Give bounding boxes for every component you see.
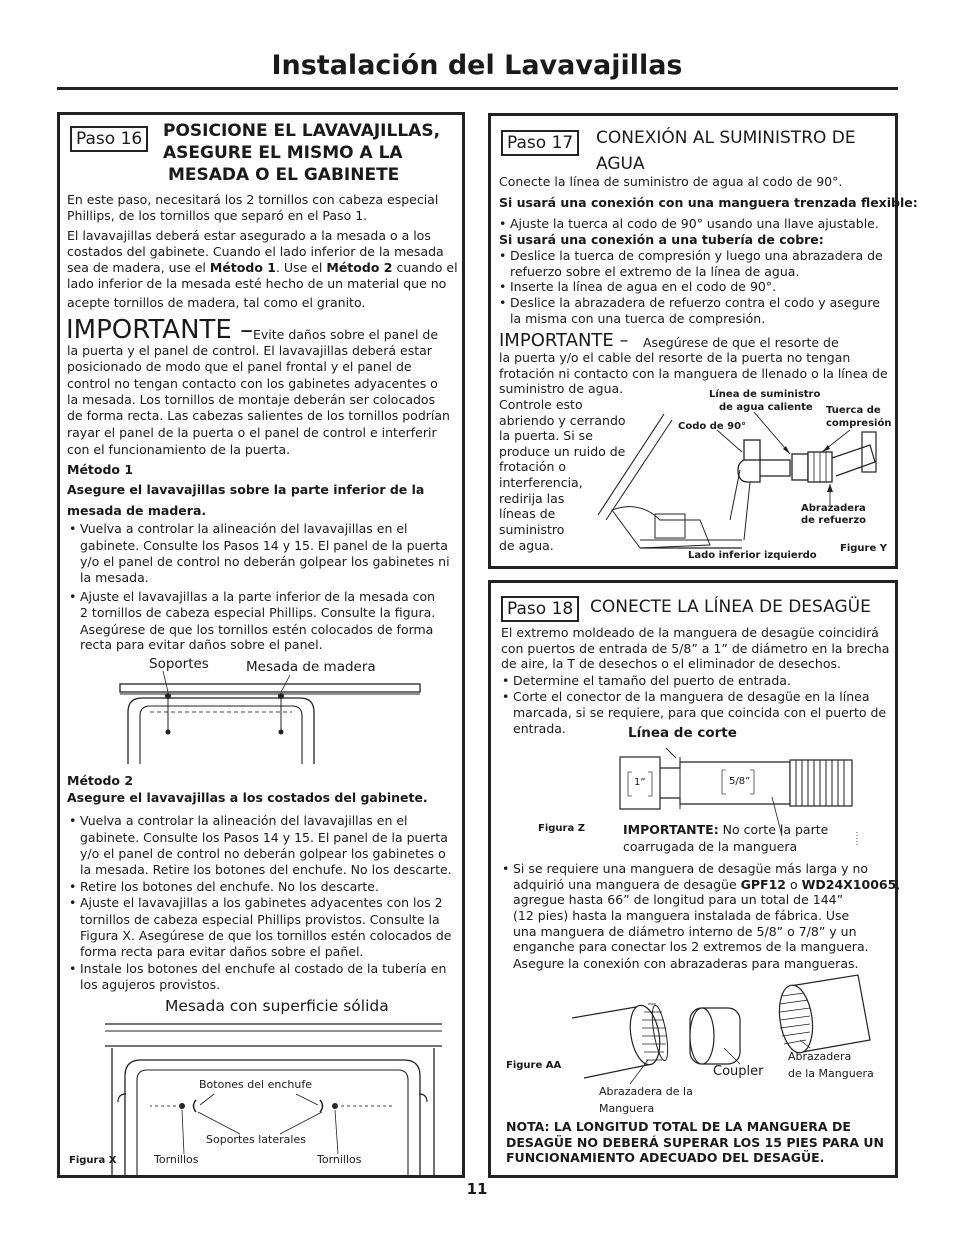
step17-imp-l5: Controle esto xyxy=(499,397,583,412)
step16-m2-b3c: Figura X. Asegúrese de que los tornillos estén colocados de xyxy=(80,928,452,943)
step16-m2-b4a: • Instale los botones del enchufe al costado de la tubería en xyxy=(80,961,446,977)
step16-m1-b1c: y/o el panel de control no deberán golpear los gabinetes ni xyxy=(80,554,450,569)
step16-important-label: IMPORTANTE – xyxy=(66,315,254,345)
figz-important-note xyxy=(623,822,828,838)
step16-m2-b1b: gabinete. Consulte los Pasos 14 y 15. El panel de la puerta xyxy=(80,830,448,845)
step16-m1-b2d: recta para evitar daños sobre el panel. xyxy=(80,637,323,652)
fig1-mesada-label: Mesada de madera xyxy=(246,659,376,675)
figx-figure-label: Figura X xyxy=(69,1155,117,1166)
step16-imp-l1: Evite daños sobre el panel de xyxy=(253,327,439,342)
step17-imp-l13: suministro xyxy=(499,522,565,537)
step16-p2a: El lavavajillas deberá estar asegurado a la mesada o a los xyxy=(67,228,431,243)
step16-p1b: Phillips, de los tornillos que separó en el Paso 1. xyxy=(67,208,368,223)
step17-imp-l12: líneas de xyxy=(499,506,556,521)
figy-tuerca-label-2: compresión xyxy=(826,418,892,429)
step16-m2-b1d: la mesada. Retire los botones del enchufe. No los descarte. xyxy=(80,862,452,877)
figz-important-text: No corte la parte xyxy=(718,822,829,837)
step17-b4a: • Deslice la abrazadera de refuerzo contra el codo y asegure xyxy=(510,295,880,311)
step17-b4b: la misma con una tuerca de compresión. xyxy=(510,311,766,326)
step17-sub2: Si usará una conexión a una tubería de cobre: xyxy=(499,232,824,247)
step16-m1-b2b: 2 tornillos de cabeza especial Phillips. Consulte la figura. xyxy=(80,605,436,620)
step17-imp-l9: frotación o xyxy=(499,459,567,474)
step17-b2a: • Deslice la tuerca de compresión y luego una abrazadera de xyxy=(510,248,883,264)
step18-b3b-post: , xyxy=(896,877,901,892)
step18-nota-2: DESAGÜE NO DEBERÁ SUPERAR LOS 15 PIES PARA UN xyxy=(506,1135,884,1150)
step16-m1-b1b: gabinete. Consulte los Pasos 14 y 15. El panel de la puerta xyxy=(80,538,448,553)
step18-p1b: con puertos de entrada de 5/8” a 1” de diámetro en la brecha xyxy=(501,641,890,656)
step16-m2-b3b: tornillos de cabeza especial Phillips provistos. Consulte la xyxy=(80,912,440,927)
figy-codo-label: Codo de 90° xyxy=(678,421,747,432)
step18-b2b: marcada, si se requiere, para que coincida con el puerto de xyxy=(513,705,887,720)
step18-b3f: enganche para conectar los 2 extremos de la manguera. xyxy=(513,939,869,954)
step16-m2-b3a: • Ajuste el lavavajillas a los gabinetes adyacentes con los 2 xyxy=(80,895,443,911)
step16-m2-b2: • Retire los botones del enchufe. No los descarte. xyxy=(80,879,379,895)
figaa-abrazadera-right-2: de la Manguera xyxy=(788,1067,874,1080)
figy-abrazadera-label-1: Abrazadera xyxy=(801,503,866,514)
figy-figure-label: Figure Y xyxy=(840,543,887,554)
figaa-coupler-label: Coupler xyxy=(713,1064,764,1079)
step17-b2b: refuerzo sobre el extremo de la línea de agua. xyxy=(510,264,800,279)
step16-p2b: costados del gabinete. Cuando el lado inferior de la mesada xyxy=(67,244,444,259)
step17-sub1: Si usará una conexión con una manguera trenzada flexible: xyxy=(499,195,918,210)
step16-imp-l4: control no tengan contacto con los gabinetes adyacentes o xyxy=(67,376,438,391)
step18-b3b xyxy=(513,877,900,893)
figx-tornillos-right: Tornillos xyxy=(317,1153,362,1166)
step17-heading-2: AGUA xyxy=(596,154,645,174)
step16-imp-l7: rayar el panel de la puerta o el panel de control e interferir xyxy=(67,425,437,440)
step16-p2c-post: cuando el xyxy=(392,260,458,275)
figy-tuerca-label-1: Tuerca de xyxy=(826,405,881,416)
step16-m1-b2c: Asegúrese de que los tornillos estén colocados de forma xyxy=(80,622,434,637)
step16-imp-l3: posicionado de modo que el panel frontal y el panel de xyxy=(67,359,412,374)
step16-p2c-metodo2: Método 2 xyxy=(326,260,393,275)
step17-imp-l1: Asegúrese de que el resorte de xyxy=(643,335,839,350)
figy-lado-label: Lado inferior izquierdo xyxy=(688,550,817,561)
step17-imp-l14: de agua. xyxy=(499,538,554,553)
figz-figure-label: Figura Z xyxy=(538,823,585,834)
step16-p1a: En este paso, necesitará los 2 tornillos con cabeza especial xyxy=(67,192,439,207)
step16-m1-sub2: mesada de madera. xyxy=(67,503,207,518)
step16-heading-1: POSICIONE EL LAVAVAJILLAS, xyxy=(163,121,441,141)
step17-imp-l2: la puerta y/o el cable del resorte de la puerta no tengan xyxy=(499,350,851,365)
step17-imp-l3: frotación ni contacto con la manguera de llenado o la línea de xyxy=(499,366,888,381)
step16-m1-sub1: Asegure el lavavajillas sobre la parte inferior de la xyxy=(67,482,425,497)
step16-m2-b4b: los agujeros provistos. xyxy=(80,977,221,992)
step16-p2c-metodo1: Método 1 xyxy=(209,260,276,275)
step18-b3b-mid: o xyxy=(786,877,802,892)
step16-imp-l5: la mesada. Los tornillos de montaje deberán ser colocados xyxy=(67,392,436,407)
step17-imp-l11: redirija las xyxy=(499,491,565,506)
step17-imp-l4: suministro de agua. xyxy=(499,381,624,396)
figaa-abrazadera-left-2: Manguera xyxy=(599,1102,655,1115)
title-rule xyxy=(57,87,898,90)
step16-m2-title: Método 2 xyxy=(67,773,134,788)
page-title: Instalación del Lavavajillas xyxy=(271,50,683,81)
step16-m1-title: Método 1 xyxy=(67,462,134,477)
figx-title: Mesada con superficie sólida xyxy=(165,997,389,1015)
figy-linea-label-1: Línea de suministro xyxy=(709,389,821,400)
figaa-hose-coupler-illustration xyxy=(0,0,1,1)
step18-b3e: una manguera de diámetro interno de 5/8” o 7/8” y un xyxy=(513,924,857,939)
figx-botones-label: Botones del enchufe xyxy=(199,1078,312,1091)
fig1-soportes-label: Soportes xyxy=(149,656,209,672)
step16-m2-sub: Asegure el lavavajillas a los costados del gabinete. xyxy=(67,790,428,805)
step17-imp-l10: interferencia, xyxy=(499,475,583,490)
step17-imp-l6: abriendo y cerrando xyxy=(499,413,626,428)
step16-m2-b3d: forma recta para evitar daños sobre el pañel. xyxy=(80,944,364,959)
figz-important-text2: coarrugada de la manguera xyxy=(623,839,798,854)
step16-heading-3: MESADA O EL GABINETE xyxy=(168,165,400,185)
step18-b3b-pre: adquirió una manguera de desagüe xyxy=(513,877,741,892)
page-number: 11 xyxy=(466,1180,488,1198)
step16-p2e: acepte tornillos de madera, tal como el granito. xyxy=(67,295,366,310)
step18-model-gpf12: GPF12 xyxy=(740,877,786,892)
figx-tornillos-left: Tornillos xyxy=(154,1153,199,1166)
step17-b3: • Inserte la línea de agua en el codo de 90°. xyxy=(510,279,776,295)
step18-b3a: • Si se requiere una manguera de desagüe más larga y no xyxy=(513,861,868,877)
step16-heading-2: ASEGURE EL MISMO A LA xyxy=(163,143,403,163)
figz-58-label: 5/8” xyxy=(729,776,751,787)
figx-soportes-label: Soportes laterales xyxy=(206,1133,306,1146)
step17-important-label: IMPORTANTE – xyxy=(499,330,629,351)
step18-nota-1: NOTA: LA LONGITUD TOTAL DE LA MANGUERA DE xyxy=(506,1119,851,1134)
step17-imp-l7: la puerta. Si se xyxy=(499,428,593,443)
figaa-abrazadera-left-1: Abrazadera de la xyxy=(599,1085,693,1098)
figz-important-label: IMPORTANTE: xyxy=(623,822,719,837)
figy-linea-label-2: de agua caliente xyxy=(719,402,813,413)
step18-b3g: Asegure la conexión con abrazaderas para mangueras. xyxy=(513,956,859,971)
step16-p2c-mid: . Use el xyxy=(275,260,327,275)
step16-m1-b2a: • Ajuste el lavavajillas a la parte inferior de la mesada con xyxy=(80,589,435,605)
step18-b3c: agregue hasta 66” de longitud para un total de 144” xyxy=(513,892,844,907)
step18-badge: Paso 18 xyxy=(501,596,579,622)
step18-p1a: El extremo moldeado de la manguera de desagüe coincidirá xyxy=(501,625,879,640)
step16-m2-b1a: • Vuelva a controlar la alineación del lavavajillas en el xyxy=(80,813,408,829)
step18-b3d: (12 pies) hasta la manguera instalada de fábrica. Use xyxy=(513,908,850,923)
step16-m1-b1d: la mesada. xyxy=(80,570,149,585)
step18-b2a: • Corte el conector de la manguera de desagüe en la línea xyxy=(513,689,870,705)
step16-p2c xyxy=(67,260,458,276)
figy-abrazadera-label-2: de refuerzo xyxy=(801,515,867,526)
step17-badge: Paso 17 xyxy=(501,130,579,156)
step16-badge: Paso 16 xyxy=(70,126,148,152)
step16-p2d: lado inferior de la mesada esté hecho de un material que no xyxy=(67,276,447,291)
step17-imp-l8: produce un ruido de xyxy=(499,444,626,459)
step16-imp-l8: con el funcionamiento de la puerta. xyxy=(67,442,291,457)
step16-m1-b1a: • Vuelva a controlar la alineación del lavavajillas en el xyxy=(80,521,408,537)
figz-1inch-label: 1” xyxy=(634,777,646,788)
figaa-abrazadera-right-1: Abrazadera xyxy=(788,1050,852,1063)
step16-p2c-pre: sea de madera, use el xyxy=(67,260,210,275)
step18-nota-3: FUNCIONAMIENTO ADECUADO DEL DESAGÜE. xyxy=(506,1150,825,1165)
step18-heading: CONECTE LA LÍNEA DE DESAGÜE xyxy=(590,597,871,617)
step16-m2-b1c: y/o el panel de control no deberán golpear los gabinetes o xyxy=(80,846,446,861)
figaa-figure-label: Figure AA xyxy=(506,1060,562,1071)
step16-imp-l2: la puerta y el panel de control. El lavavajillas deberá estar xyxy=(67,343,432,358)
step17-p1: Conecte la línea de suministro de agua al codo de 90°. xyxy=(499,174,843,189)
step16-imp-l6: de forma recta. Las cabezas salientes de los tornillos podrían xyxy=(67,408,450,423)
figz-linea-label: Línea de corte xyxy=(628,725,737,741)
step17-b1: • Ajuste la tuerca al codo de 90° usando una llave ajustable. xyxy=(510,216,879,232)
step18-model-wd24x10065: WD24X10065 xyxy=(801,877,897,892)
step18-p1c: de aire, la T de desechos o el eliminador de desechos. xyxy=(501,656,841,671)
step18-b1: • Determine el tamaño del puerto de entrada. xyxy=(513,673,791,689)
step17-heading-1: CONEXIÓN AL SUMINISTRO DE xyxy=(596,128,856,148)
step18-b2c: entrada. xyxy=(513,721,566,736)
